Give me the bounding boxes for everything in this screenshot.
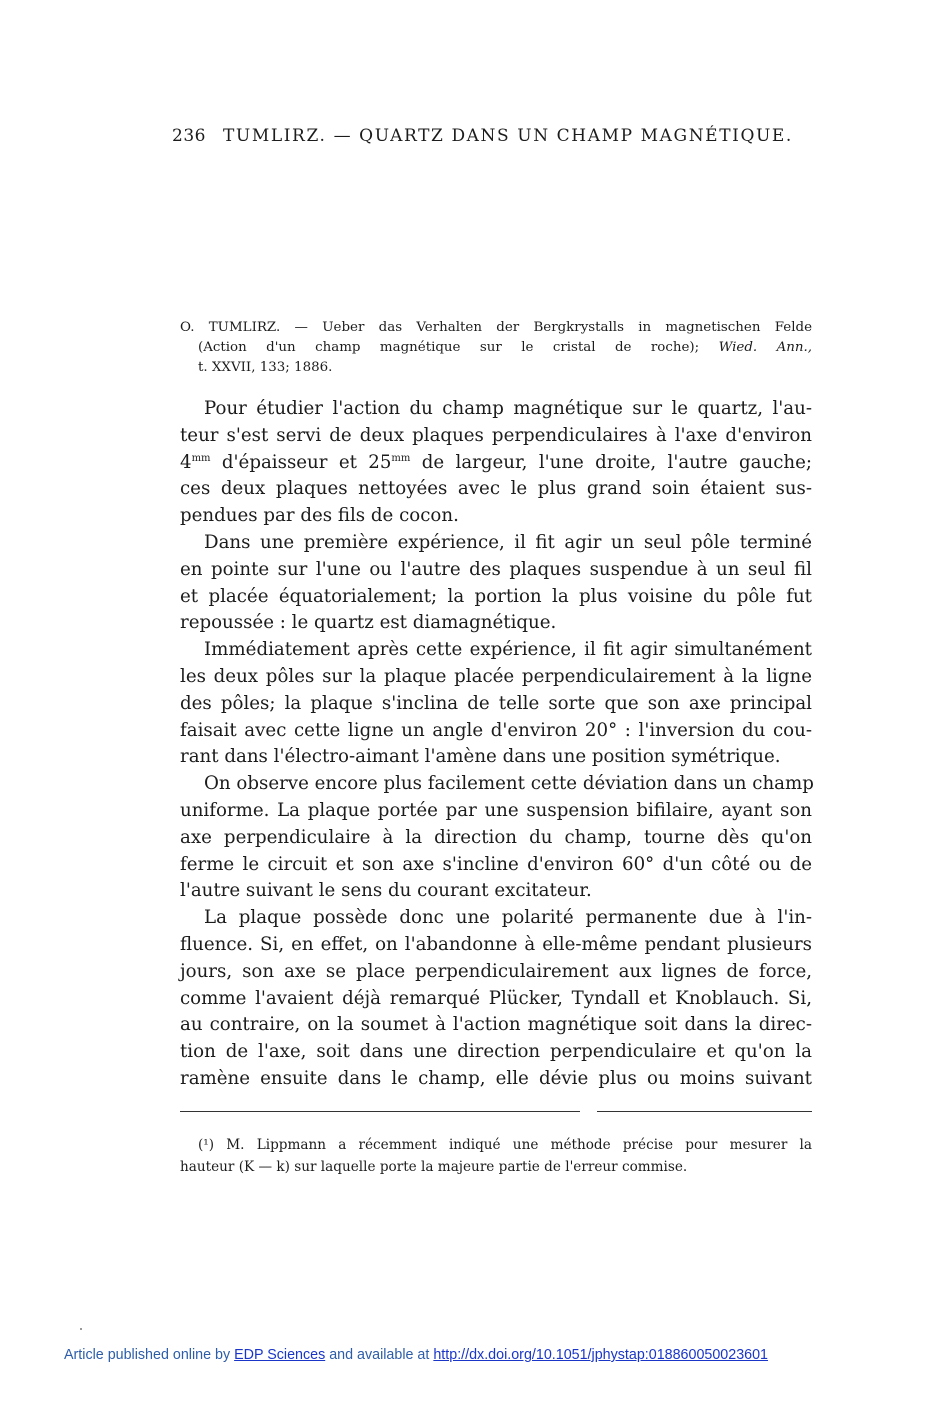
- credit-middle: and available at: [329, 1347, 430, 1363]
- reference-text: (Action d'un champ magnétique sur le cristal de roche);: [198, 340, 700, 355]
- text-line: Pour étudier l'action du champ magnétique sur le quartz, l'au-: [204, 398, 812, 419]
- journal-name: Wied. Ann.,: [718, 340, 812, 355]
- paragraph: [180, 637, 812, 771]
- paragraph: [180, 771, 812, 905]
- article-body: [180, 396, 812, 1093]
- text-line: ces deux plaques nettoyées avec le plus grand soin étaient sus-: [180, 478, 812, 500]
- footnote: [180, 1134, 812, 1178]
- text-line: tion de l'axe, soit dans une direction perpendiculaire et qu'on la: [180, 1041, 812, 1063]
- reference-line: [180, 338, 812, 358]
- text-line: fluence. Si, en effet, on l'abandonne à elle-même pendant plusieurs: [180, 933, 812, 955]
- text-line: Immédiatement après cette expérience, il fit agir simultanément: [204, 639, 812, 661]
- footnote-rule: [597, 1111, 812, 1112]
- page-number: 236: [172, 126, 206, 146]
- text-line: axe perpendiculaire à la direction du champ, tourne dès qu'on: [180, 826, 812, 848]
- paragraph: [180, 905, 812, 1093]
- footnote-line: (¹) M. Lippmann a récemment indiqué une méthode précise pour mesurer la: [198, 1137, 812, 1153]
- text-line: l'autre suivant le sens du courant excitateur.: [180, 880, 592, 902]
- publisher-credit: [64, 1347, 768, 1363]
- text-line: La plaque possède donc une polarité permanente due à l'in-: [204, 907, 812, 929]
- text-line: ramène ensuite dans le champ, elle dévie plus ou moins suivant: [180, 1067, 812, 1089]
- running-title: TUMLIRZ. — QUARTZ DANS UN CHAMP MAGNÉTIQUE.: [222, 126, 793, 146]
- footnote-line: hauteur (K — k) sur laquelle porte la majeure partie de l'erreur commise.: [180, 1159, 688, 1175]
- reference-line: O. TUMLIRZ. — Ueber das Verhalten der Bergkrystalls in magnetischen Felde: [180, 320, 812, 335]
- bibliographic-reference: [180, 318, 812, 378]
- footnote-rule: [180, 1111, 580, 1112]
- running-head: [172, 126, 812, 146]
- text-line: pendues par des fils de cocon.: [180, 505, 459, 527]
- scan-speck: [80, 1328, 82, 1330]
- text-line: teur s'est servi de deux plaques perpendiculaires à l'axe d'environ: [180, 424, 812, 446]
- publisher-link[interactable]: EDP Sciences: [234, 1347, 326, 1363]
- text-line: comme l'avaient déjà remarqué Plücker, Tyndall et Knoblauch. Si,: [180, 987, 812, 1009]
- text-line: et placée équatorialement; la portion la plus voisine du pôle fut: [180, 585, 812, 607]
- text-line: au contraire, on la soumet à l'action magnétique soit dans la direc-: [180, 1014, 812, 1036]
- text-line-dimensions: $4^{mm}$ d'épaisseur et $25^{mm}$ de largeur, l'une droite, l'autre gauche;: [180, 451, 812, 473]
- text-line: des pôles; la plaque s'inclina de telle sorte que son axe principal: [180, 692, 812, 714]
- paragraph: [180, 530, 812, 637]
- text-line: repoussée : le quartz est diamagnétique.: [180, 612, 557, 634]
- text-line: rant dans l'électro-aimant l'amène dans une position symétrique.: [180, 746, 781, 768]
- reference-line: t. XXVII, 133; 1886.: [198, 360, 333, 375]
- paragraph: [180, 396, 812, 530]
- text-line: jours, son axe se place perpendiculairement aux lignes de force,: [180, 960, 812, 982]
- text-line: en pointe sur l'une ou l'autre des plaques suspendue à un seul fil: [180, 558, 812, 580]
- text-line: faisait avec cette ligne un angle d'environ 20° : l'inversion du cou-: [180, 719, 812, 741]
- text-line: Dans une première expérience, il fit agir un seul pôle terminé: [204, 531, 812, 553]
- doi-link[interactable]: http://dx.doi.org/10.1051/jphystap:018860050023601: [433, 1347, 769, 1363]
- text-line: uniforme. La plaque portée par une suspension bifilaire, ayant son: [180, 799, 812, 821]
- text-line: On observe encore plus facilement cette déviation dans un champ: [204, 773, 814, 795]
- text-line: les deux pôles sur la plaque placée perpendiculairement à la ligne: [180, 665, 812, 687]
- text-line: ferme le circuit et son axe s'incline d'environ 60° d'un côté ou de: [180, 853, 812, 875]
- credit-prefix: Article published online by: [64, 1347, 231, 1363]
